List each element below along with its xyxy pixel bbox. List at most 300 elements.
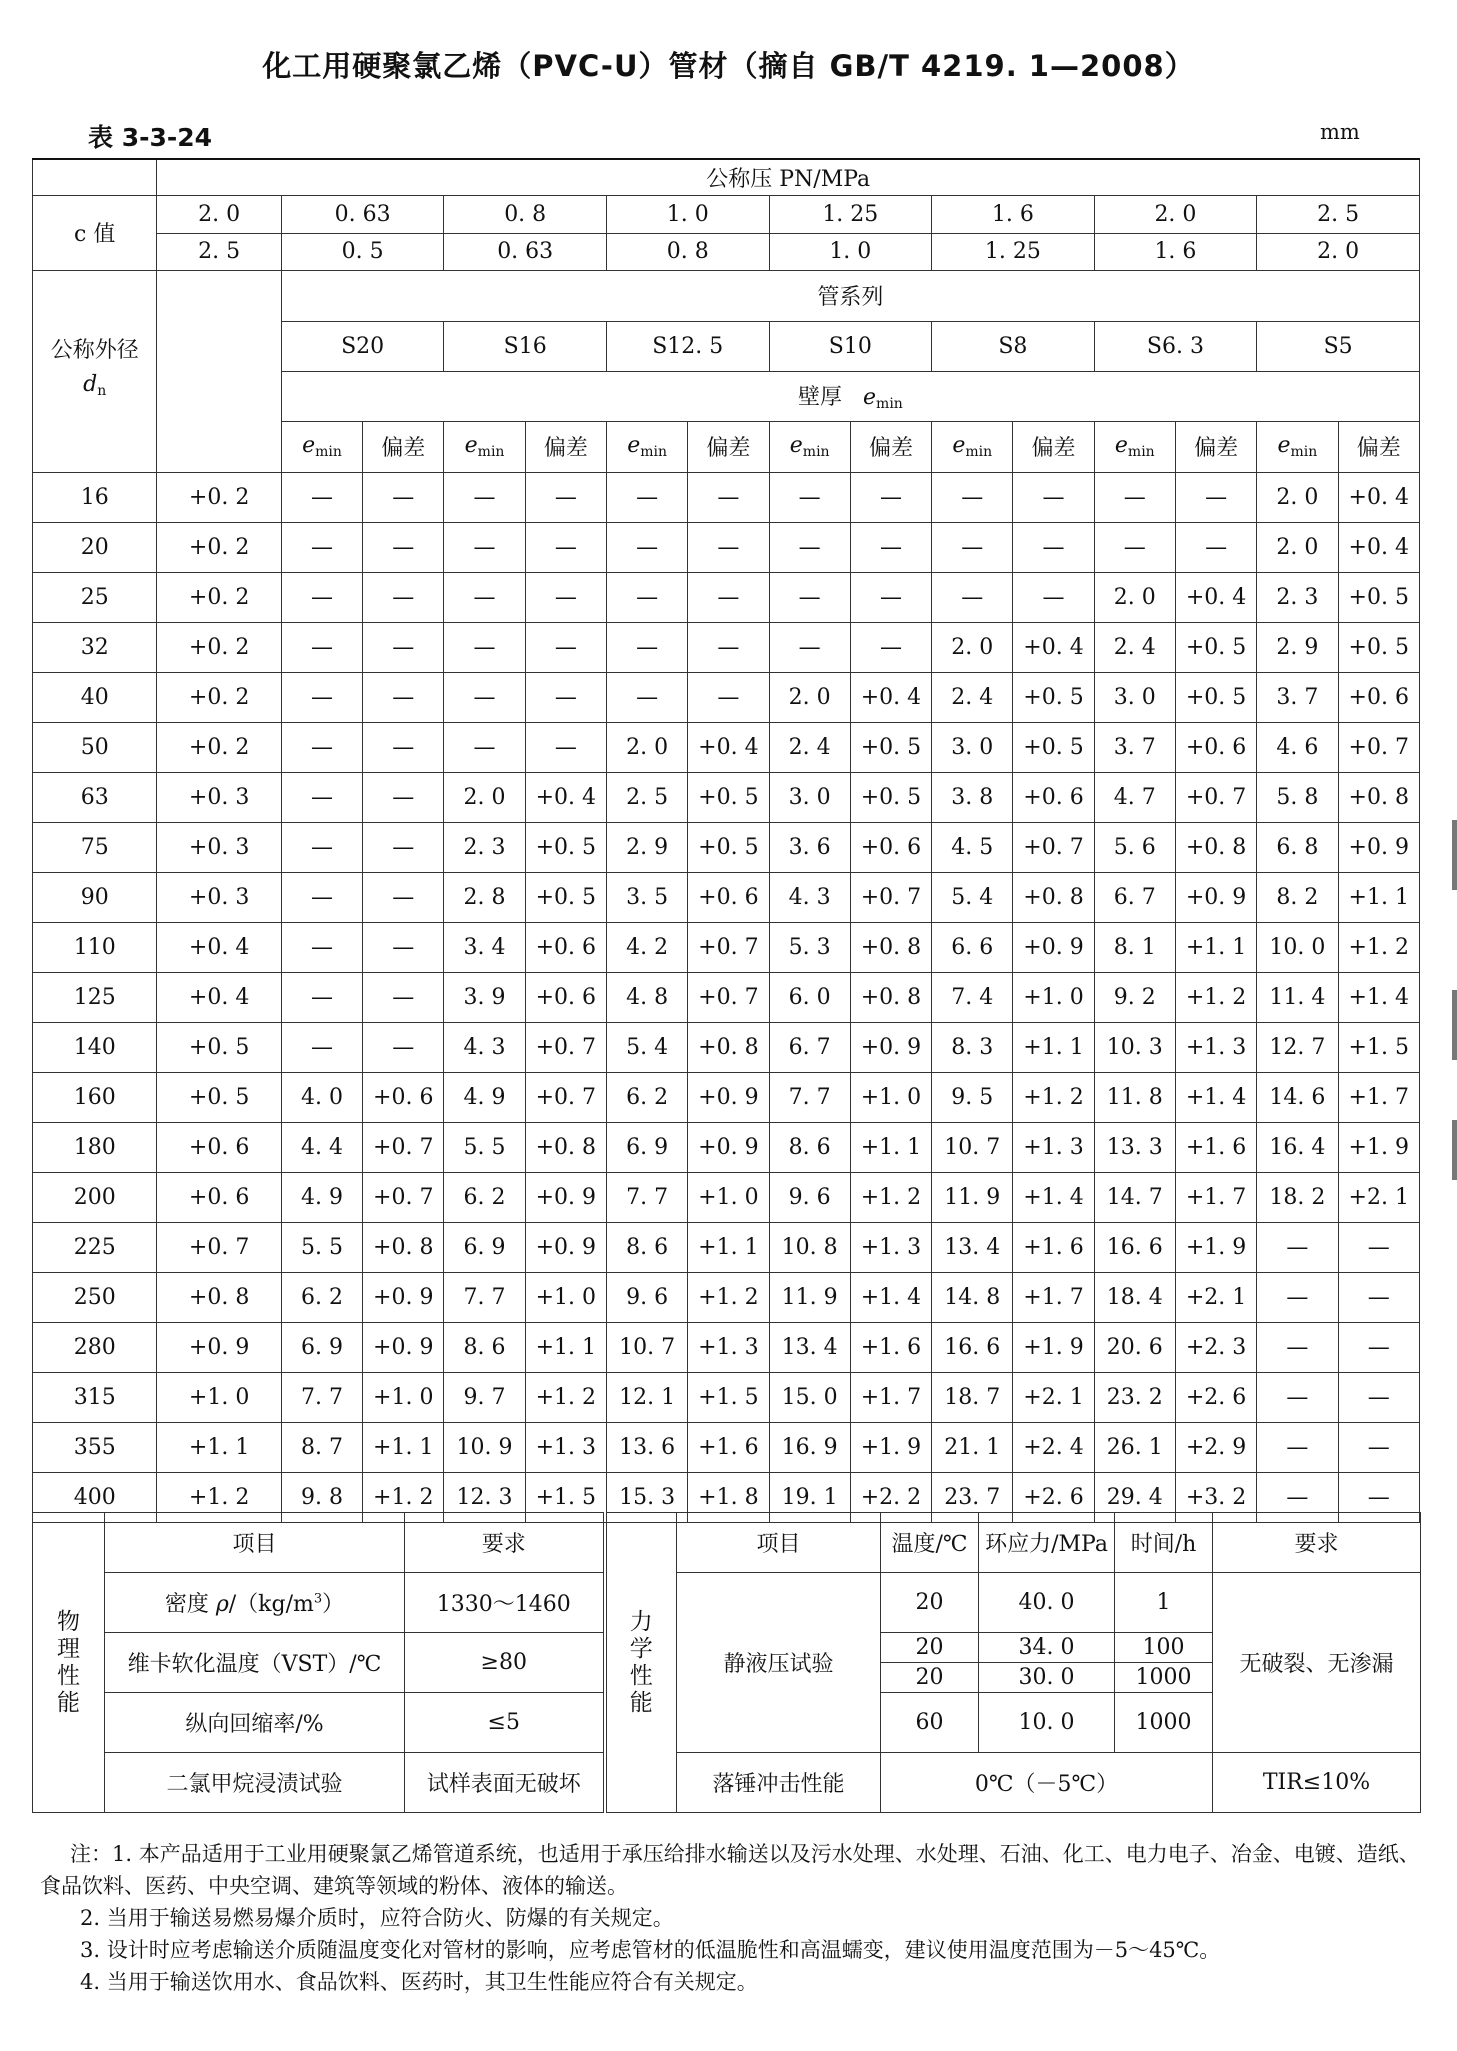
emin-value: 13. 3 [1094,1122,1175,1172]
deviation-value: +1. 2 [1338,922,1420,972]
note: 2. 当用于输送易燃易爆介质时，应符合防火、防爆的有关规定。 [80,1906,674,1930]
physical-label [33,1513,105,1813]
deviation-value: +0. 8 [850,922,931,972]
emin-value: — [281,472,362,522]
deviation-value: +0. 8 [1175,822,1256,872]
emin-value: 6. 9 [444,1222,525,1272]
emin-value: — [769,472,850,522]
hydro-temp: 20 [881,1573,979,1633]
emin-value: 2. 4 [1094,622,1175,672]
deviation-value: +0. 5 [850,772,931,822]
emin-value: — [769,522,850,572]
physical-req: 1330～1460 [405,1573,605,1633]
deviation-value: — [363,872,444,922]
dimension-table [32,158,1420,1523]
deviation-value: +1. 1 [525,1322,606,1372]
hydro-stress-pair [979,1633,1115,1693]
series-name: S10 [769,321,932,371]
deviation-value: +1. 1 [688,1222,769,1272]
physical-label-text: 物理性能 [57,1608,80,1716]
deviation-value: +0. 8 [363,1222,444,1272]
dn-tolerance: +0. 4 [157,922,281,972]
deviation-value: +0. 9 [850,1022,931,1072]
c-value: 2. 5 [157,233,281,270]
dn-tolerance: +0. 7 [157,1222,281,1272]
deviation-header: 偏差 [688,421,769,472]
deviation-value: +0. 7 [850,872,931,922]
hydro-time: 1000 [1135,1665,1192,1690]
deviation-value: +0. 5 [688,822,769,872]
deviation-value: +0. 7 [1338,722,1420,772]
deviation-value: +0. 6 [850,822,931,872]
hydro-temp: 20 [881,1633,978,1663]
table-row [33,1172,1420,1222]
density-symbol: ρ [215,1592,229,1617]
emin-symbol: e [952,433,966,458]
emin-value: 13. 4 [769,1322,850,1372]
emin-value: 12. 7 [1257,1022,1338,1072]
pn-value: 1. 0 [769,233,932,270]
deviation-value: +0. 5 [1013,722,1094,772]
deviation-value: — [688,672,769,722]
blank-cell [157,270,281,472]
deviation-value: — [363,522,444,572]
emin-value: 8. 6 [769,1122,850,1172]
deviation-value: +1. 3 [688,1322,769,1372]
emin-value: 8. 2 [1257,872,1338,922]
deviation-value: +0. 7 [525,1072,606,1122]
emin-value: 4. 0 [281,1072,362,1122]
emin-value: 5. 5 [444,1122,525,1172]
mechanical-label [605,1513,677,1813]
pn-value: 1. 6 [932,195,1095,233]
hydro-time: 100 [1115,1633,1212,1663]
deviation-value: +1. 0 [525,1272,606,1322]
emin-value: 10. 0 [1257,922,1338,972]
deviation-value: +1. 3 [1175,1022,1256,1072]
emin-value: 5. 6 [1094,822,1175,872]
emin-value: 18. 7 [932,1372,1013,1422]
physical-req-header: 要求 [405,1513,605,1573]
deviation-value: +1. 2 [850,1172,931,1222]
emin-value: 5. 4 [606,1022,687,1072]
emin-value: 18. 4 [1094,1272,1175,1322]
emin-value: 4. 4 [281,1122,362,1172]
deviation-value: +0. 5 [525,872,606,922]
mech-header-item: 项目 [677,1513,881,1573]
dn-value: 225 [33,1222,157,1272]
emin-value: 2. 0 [1257,522,1338,572]
series-name: S5 [1257,321,1420,371]
table-row [33,772,1420,822]
deviation-value: +0. 7 [1013,822,1094,872]
dn-value: 63 [33,772,157,822]
wall-symbol: e [863,385,877,410]
emin-value: 6. 2 [444,1172,525,1222]
dn-tolerance: +0. 5 [157,1072,281,1122]
note: 3. 设计时应考虑输送介质随温度变化对管材的影响，应考虑管材的低温脆性和高温蠕变，建议使用温度范围为－5～45℃。 [80,1938,1221,1962]
table-row [33,1072,1420,1122]
emin-value: 4. 5 [932,822,1013,872]
emin-value: — [281,872,362,922]
c-value-label: c 值 [33,195,157,270]
deviation-value: — [1013,572,1094,622]
deviation-header: 偏差 [1013,421,1094,472]
emin-value: — [1257,1322,1338,1372]
emin-value: 2. 0 [1094,572,1175,622]
table-row [33,1372,1420,1422]
deviation-value: — [1338,1322,1420,1372]
table-row [33,1022,1420,1072]
series-name: S12. 5 [606,321,769,371]
series-name: S16 [444,321,607,371]
unit-label: mm [1320,120,1360,144]
emin-value: 4. 3 [444,1022,525,1072]
dn-tolerance: +0. 3 [157,772,281,822]
emin-value: 4. 9 [281,1172,362,1222]
dn-tolerance: +0. 2 [157,472,281,522]
deviation-value: — [363,922,444,972]
physical-item: 二氯甲烷浸渍试验 [105,1753,405,1813]
emin-value: 6. 6 [932,922,1013,972]
emin-value: 4. 3 [769,872,850,922]
table-row [33,572,1420,622]
edge-tab-mark [1452,1120,1457,1180]
emin-value: 7. 7 [444,1272,525,1322]
emin-header [606,421,687,472]
deviation-value: +1. 1 [850,1122,931,1172]
pn-value: 0. 63 [444,233,607,270]
table-number: 表 3-3-24 [88,123,213,152]
deviation-value: — [525,672,606,722]
table-row [33,1422,1420,1472]
deviation-header: 偏差 [1175,421,1256,472]
deviation-value: +0. 5 [1013,672,1094,722]
deviation-value: +1. 3 [525,1422,606,1472]
emin-value: 15. 3 [606,1472,687,1522]
emin-value: — [281,572,362,622]
dn-value: 32 [33,622,157,672]
deviation-value: — [525,622,606,672]
deviation-value: +1. 1 [363,1422,444,1472]
emin-value: 5. 8 [1257,772,1338,822]
emin-header [281,421,362,472]
emin-value: 10. 7 [606,1322,687,1372]
deviation-value: — [688,522,769,572]
emin-value: 20. 6 [1094,1322,1175,1372]
deviation-value: +1. 2 [1013,1072,1094,1122]
deviation-value: +1. 9 [1013,1322,1094,1372]
emin-value: 5. 3 [769,922,850,972]
note: 4. 当用于输送饮用水、食品饮料、医药时，其卫生性能应符合有关规定。 [80,1970,758,1994]
deviation-value: +1. 0 [688,1172,769,1222]
emin-value: — [932,472,1013,522]
deviation-value: +1. 7 [1175,1172,1256,1222]
hydro-temp-pair [881,1633,979,1693]
deviation-value: +0. 4 [1013,622,1094,672]
deviation-value: +0. 8 [688,1022,769,1072]
table-row [33,522,1420,572]
deviation-value: +0. 7 [363,1172,444,1222]
deviation-value: +0. 7 [1175,772,1256,822]
emin-value: 10. 9 [444,1422,525,1472]
table-row [33,1272,1420,1322]
dn-tolerance: +0. 3 [157,822,281,872]
dn-value: 125 [33,972,157,1022]
deviation-value: +0. 5 [688,772,769,822]
hydro-stress: 10. 0 [979,1693,1115,1753]
deviation-header: 偏差 [1338,421,1420,472]
emin-value: 14. 6 [1257,1072,1338,1122]
deviation-value: +1. 0 [850,1072,931,1122]
note: 注：1. 本产品适用于工业用硬聚氯乙烯管道系统，也适用于承压给排水输送以及污水处理、水处理、石油、化工、电力电子、冶金、电镀、造纸、食品饮料、医药、中央空调、建筑等领域的粉体、液体的输送。 [40,1842,1420,1898]
deviation-value: +1. 4 [1175,1072,1256,1122]
emin-value: — [769,572,850,622]
emin-value: — [606,522,687,572]
properties-table [32,1512,1421,1813]
emin-value: 8. 6 [606,1222,687,1272]
dn-value: 75 [33,822,157,872]
emin-value: 6. 2 [606,1072,687,1122]
emin-subscript: min [802,444,830,460]
deviation-value: +1. 2 [688,1272,769,1322]
emin-value: 7. 7 [281,1372,362,1422]
emin-value: 6. 2 [281,1272,362,1322]
emin-value: 14. 7 [1094,1172,1175,1222]
table-row [33,472,1420,522]
series-header: 管系列 [281,270,1419,321]
emin-value: 6. 9 [281,1322,362,1372]
emin-value: — [606,622,687,672]
pn-value: 0. 8 [444,195,607,233]
emin-value: — [932,522,1013,572]
emin-value: — [281,822,362,872]
deviation-value: +1. 4 [1338,972,1420,1022]
emin-value: 23. 2 [1094,1372,1175,1422]
deviation-value: +0. 5 [1338,622,1420,672]
emin-value: 11. 4 [1257,972,1338,1022]
emin-value: — [444,622,525,672]
dn-tolerance: +0. 9 [157,1322,281,1372]
deviation-value: +0. 8 [1338,772,1420,822]
impact-name: 落锤冲击性能 [677,1753,881,1813]
emin-subscript: min [315,444,342,460]
deviation-value: +1. 7 [1013,1272,1094,1322]
table-row [33,1322,1420,1372]
wall-label: 壁厚 [798,385,843,410]
deviation-value: +1. 5 [525,1472,606,1522]
emin-value: 19. 1 [769,1472,850,1522]
deviation-value: — [1338,1272,1420,1322]
emin-subscript: min [640,444,668,460]
deviation-value: +3. 2 [1175,1472,1256,1522]
emin-value: 10. 7 [932,1122,1013,1172]
dn-value: 400 [33,1472,157,1522]
mech-header-stress: 环应力/MPa [979,1513,1115,1573]
table-row [33,1122,1420,1172]
dn-value: 280 [33,1322,157,1372]
emin-value: — [281,622,362,672]
emin-value: 2. 4 [769,722,850,772]
deviation-value: +2. 6 [1013,1472,1094,1522]
deviation-value: — [525,722,606,772]
emin-header [769,421,850,472]
emin-value: 3. 0 [769,772,850,822]
emin-subscript: min [1290,444,1318,460]
emin-value: 8. 6 [444,1322,525,1372]
emin-header [932,421,1013,472]
hydro-time: 1000 [1115,1693,1213,1753]
deviation-value: +1. 6 [688,1422,769,1472]
emin-value: 4. 6 [1257,722,1338,772]
emin-value: — [932,572,1013,622]
emin-value: 6. 7 [769,1022,850,1072]
deviation-value: — [1013,472,1094,522]
emin-value: 6. 9 [606,1122,687,1172]
deviation-value: +0. 9 [525,1172,606,1222]
emin-subscript: min [965,444,993,460]
mech-header-time: 时间/h [1115,1513,1213,1573]
emin-value: 12. 3 [444,1472,525,1522]
deviation-value: +1. 2 [363,1472,444,1522]
table-row [33,622,1420,672]
deviation-value: +0. 4 [1175,572,1256,622]
emin-value: — [769,622,850,672]
deviation-value: +1. 9 [850,1422,931,1472]
deviation-value: +1. 7 [1338,1072,1420,1122]
deviation-header: 偏差 [525,421,606,472]
emin-value: 8. 3 [932,1022,1013,1072]
deviation-value: — [363,572,444,622]
deviation-value: +2. 2 [850,1472,931,1522]
deviation-value: — [525,472,606,522]
deviation-value: +0. 7 [525,1022,606,1072]
emin-value: 2. 5 [606,772,687,822]
deviation-value: +1. 2 [1175,972,1256,1022]
deviation-value: — [1175,472,1256,522]
emin-value: — [281,972,362,1022]
deviation-value: +0. 9 [363,1272,444,1322]
deviation-value: +2. 3 [1175,1322,1256,1372]
dn-header [33,270,157,472]
dn-tolerance: +0. 6 [157,1122,281,1172]
emin-value: — [606,472,687,522]
emin-symbol: e [464,433,478,458]
emin-value: 2. 3 [444,822,525,872]
dn-value: 180 [33,1122,157,1172]
deviation-value: — [1338,1222,1420,1272]
deviation-value: — [525,572,606,622]
deviation-value: +0. 9 [1175,872,1256,922]
emin-value: 2. 9 [1257,622,1338,672]
emin-value: 3. 5 [606,872,687,922]
emin-value: 15. 0 [769,1372,850,1422]
hydro-time: 1 [1115,1573,1213,1633]
deviation-value: +0. 7 [688,972,769,1022]
dn-symbol: d [83,372,98,397]
deviation-value: +1. 9 [1338,1122,1420,1172]
density-unit-end: ） [322,1592,345,1617]
emin-value: — [444,722,525,772]
deviation-value: — [525,522,606,572]
deviation-value: +1. 3 [1013,1122,1094,1172]
dn-tolerance: +1. 2 [157,1472,281,1522]
density-unit: /（kg/m [228,1592,314,1617]
table-row [33,922,1420,972]
pn-value: 2. 0 [1094,195,1257,233]
deviation-header: 偏差 [363,421,444,472]
emin-symbol: e [789,433,803,458]
dn-value: 315 [33,1372,157,1422]
hydro-time-pair [1115,1633,1213,1693]
dn-value: 20 [33,522,157,572]
emin-value: 21. 1 [932,1422,1013,1472]
emin-value: — [281,722,362,772]
deviation-value: — [688,622,769,672]
emin-value: 12. 1 [606,1372,687,1422]
emin-value: 2. 9 [606,822,687,872]
emin-value: 26. 1 [1094,1422,1175,1472]
deviation-value: +2. 4 [1013,1422,1094,1472]
pn-value: 0. 8 [606,233,769,270]
edge-tab-mark [1452,820,1457,890]
emin-value: 8. 7 [281,1422,362,1472]
emin-value: 4. 2 [606,922,687,972]
emin-value: — [281,1022,362,1072]
notes [40,1838,1420,1998]
deviation-value: — [850,522,931,572]
emin-subscript: min [477,444,505,460]
pn-value: 0. 63 [281,195,444,233]
hydro-stress: 40. 0 [979,1573,1115,1633]
deviation-value: — [1013,522,1094,572]
emin-value: 11. 9 [932,1172,1013,1222]
pn-value: 0. 5 [281,233,444,270]
deviation-value: — [1338,1472,1420,1522]
deviation-value: +1. 2 [525,1372,606,1422]
deviation-value: +0. 4 [1338,522,1420,572]
deviation-value: +0. 5 [525,822,606,872]
emin-value: — [444,522,525,572]
emin-symbol: e [302,433,316,458]
emin-value: 9. 2 [1094,972,1175,1022]
deviation-value: +1. 6 [850,1322,931,1372]
emin-value: 2. 0 [444,772,525,822]
dn-subscript: n [97,383,107,399]
emin-value: 5. 5 [281,1222,362,1272]
deviation-value: — [363,1022,444,1072]
emin-value: 6. 0 [769,972,850,1022]
deviation-value: — [363,822,444,872]
emin-value: 2. 8 [444,872,525,922]
mech-header-temp: 温度/℃ [881,1513,979,1573]
emin-symbol: e [1114,433,1128,458]
hydro-stress: 30. 0 [1018,1665,1075,1690]
emin-value: 4. 9 [444,1072,525,1122]
physical-item [105,1573,405,1633]
deviation-value: +0. 6 [525,922,606,972]
deviation-value: +1. 0 [1013,972,1094,1022]
deviation-value: — [363,472,444,522]
emin-value: 11. 9 [769,1272,850,1322]
dn-tolerance: +0. 2 [157,572,281,622]
corner-blank [33,159,157,195]
emin-value: 3. 4 [444,922,525,972]
emin-value: — [1257,1472,1338,1522]
emin-value: — [1257,1372,1338,1422]
deviation-value: +0. 4 [525,772,606,822]
deviation-value: — [1338,1372,1420,1422]
